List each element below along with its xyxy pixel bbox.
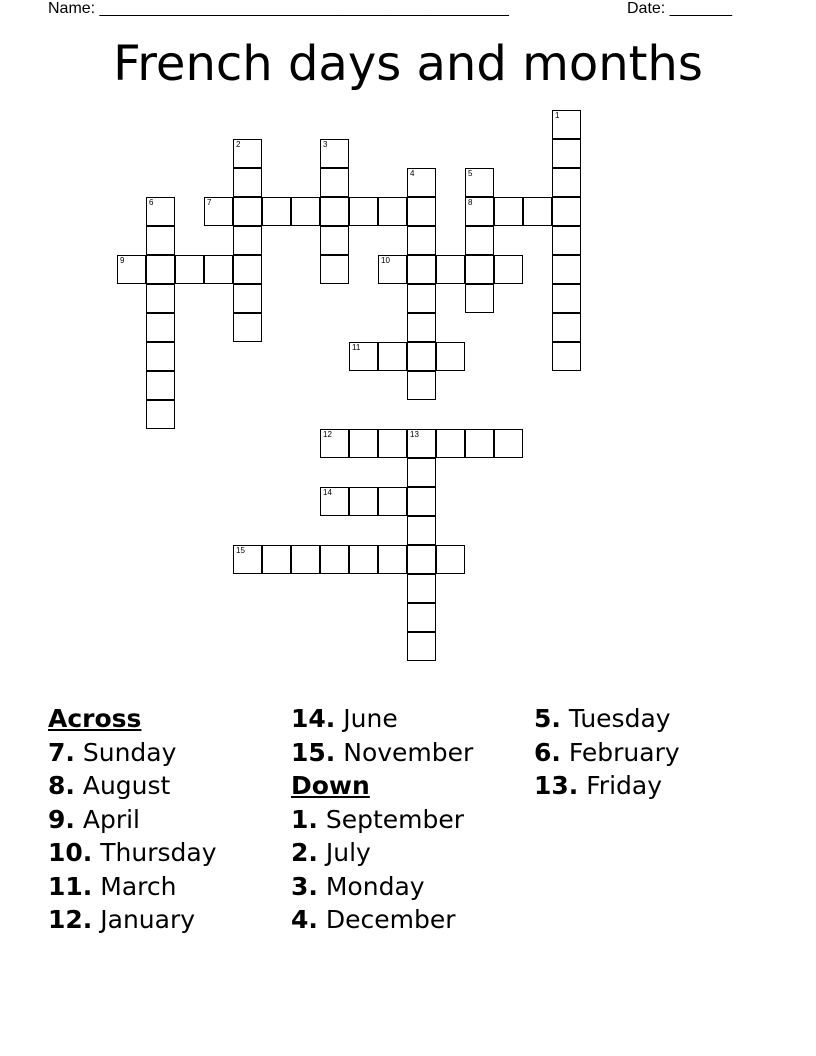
grid-cell[interactable] bbox=[117, 255, 146, 284]
clue-number: 2. bbox=[291, 838, 318, 867]
grid-cell[interactable] bbox=[233, 313, 262, 342]
cell-number: 15 bbox=[236, 546, 245, 555]
cell-number: 13 bbox=[410, 430, 419, 439]
cell-number: 11 bbox=[352, 343, 361, 352]
clue-across bbox=[48, 836, 217, 870]
clue-text: June bbox=[343, 704, 398, 733]
grid-cell[interactable] bbox=[146, 197, 175, 226]
grid-cell[interactable] bbox=[552, 139, 581, 168]
clue-number: 6. bbox=[534, 737, 561, 767]
grid-cell[interactable] bbox=[407, 574, 436, 603]
grid-cell[interactable] bbox=[146, 226, 175, 255]
clue-number: 15. bbox=[291, 737, 336, 767]
grid-cell[interactable] bbox=[320, 226, 349, 255]
grid-cell[interactable] bbox=[146, 313, 175, 342]
grid-cell[interactable] bbox=[465, 284, 494, 313]
cell-number: 7 bbox=[207, 198, 212, 207]
grid-cell[interactable] bbox=[407, 516, 436, 545]
clue-across bbox=[291, 736, 473, 770]
clue-text: November bbox=[343, 737, 474, 767]
clue-number: 12. bbox=[48, 905, 93, 934]
grid-cell[interactable] bbox=[465, 226, 494, 255]
grid-cell[interactable] bbox=[465, 429, 494, 458]
clue-text: August bbox=[82, 771, 171, 800]
grid-cell[interactable] bbox=[320, 139, 349, 168]
across-heading: Across bbox=[48, 704, 142, 733]
grid-cell[interactable] bbox=[407, 313, 436, 342]
grid-cell[interactable] bbox=[552, 168, 581, 197]
grid-cell[interactable] bbox=[233, 226, 262, 255]
name-field: Name: ______________________________________________ bbox=[48, 0, 509, 17]
cell-number: 5 bbox=[468, 169, 473, 178]
grid-cell[interactable] bbox=[204, 197, 233, 226]
clue-number: 7. bbox=[48, 737, 75, 767]
grid-cell[interactable] bbox=[407, 284, 436, 313]
grid-cell[interactable] bbox=[378, 545, 407, 574]
grid-cell[interactable] bbox=[320, 429, 349, 458]
clue-across bbox=[291, 702, 473, 736]
grid-cell[interactable] bbox=[349, 342, 378, 371]
clue-number: 11. bbox=[48, 871, 93, 901]
grid-cell[interactable] bbox=[262, 545, 291, 574]
clue-number: 8. bbox=[48, 771, 75, 800]
page-title: French days and months bbox=[113, 36, 703, 92]
grid-cell[interactable] bbox=[407, 632, 436, 661]
grid-cell[interactable] bbox=[552, 110, 581, 139]
clue-down bbox=[291, 870, 473, 904]
grid-cell[interactable] bbox=[262, 197, 291, 226]
cell-number: 6 bbox=[149, 198, 154, 207]
grid-cell[interactable] bbox=[436, 429, 465, 458]
clue-text: Tuesday bbox=[568, 704, 671, 733]
grid-cell[interactable] bbox=[407, 226, 436, 255]
grid-cell[interactable] bbox=[320, 168, 349, 197]
clue-text: September bbox=[325, 804, 465, 834]
clue-number: 14. bbox=[291, 704, 336, 733]
clue-number: 1. bbox=[291, 804, 318, 834]
cell-number: 14 bbox=[323, 488, 332, 497]
grid-cell[interactable] bbox=[407, 342, 436, 371]
grid-cell[interactable] bbox=[146, 255, 175, 284]
grid-cell[interactable] bbox=[494, 255, 523, 284]
grid-cell[interactable] bbox=[407, 371, 436, 400]
grid-cell[interactable] bbox=[465, 255, 494, 284]
grid-cell[interactable] bbox=[436, 255, 465, 284]
clue-text: Thursday bbox=[100, 838, 217, 867]
grid-cell[interactable] bbox=[494, 197, 523, 226]
cell-number: 9 bbox=[120, 256, 125, 265]
grid-cell[interactable] bbox=[320, 487, 349, 516]
cell-number: 3 bbox=[323, 140, 328, 149]
grid-cell[interactable] bbox=[233, 255, 262, 284]
clue-down bbox=[534, 702, 680, 736]
date-field: Date: _______ bbox=[627, 0, 732, 17]
cell-number: 8 bbox=[468, 198, 473, 207]
clue-number: 10. bbox=[48, 838, 93, 867]
clue-number: 4. bbox=[291, 905, 318, 934]
grid-cell[interactable] bbox=[349, 545, 378, 574]
grid-cell[interactable] bbox=[291, 545, 320, 574]
grid-cell[interactable] bbox=[320, 545, 349, 574]
grid-cell[interactable] bbox=[407, 545, 436, 574]
grid-cell[interactable] bbox=[552, 226, 581, 255]
grid-cell[interactable] bbox=[146, 284, 175, 313]
grid-cell[interactable] bbox=[146, 342, 175, 371]
grid-cell[interactable] bbox=[204, 255, 233, 284]
clue-text: March bbox=[100, 871, 177, 901]
clue-number: 13. bbox=[534, 771, 579, 800]
grid-cell[interactable] bbox=[233, 139, 262, 168]
grid-cell[interactable] bbox=[407, 197, 436, 226]
grid-cell[interactable] bbox=[349, 487, 378, 516]
clue-text: July bbox=[325, 838, 371, 867]
clue-text: January bbox=[100, 905, 196, 934]
clue-number: 3. bbox=[291, 871, 318, 901]
grid-cell[interactable] bbox=[523, 197, 552, 226]
grid-cell[interactable] bbox=[146, 371, 175, 400]
grid-cell[interactable] bbox=[349, 429, 378, 458]
cell-number: 4 bbox=[410, 169, 415, 178]
grid-cell[interactable] bbox=[552, 313, 581, 342]
clue-down bbox=[534, 769, 680, 803]
grid-cell[interactable] bbox=[494, 429, 523, 458]
grid-cell[interactable] bbox=[552, 342, 581, 371]
grid-cell[interactable] bbox=[378, 342, 407, 371]
grid-cell[interactable] bbox=[233, 197, 262, 226]
grid-cell[interactable] bbox=[378, 429, 407, 458]
grid-cell[interactable] bbox=[233, 545, 262, 574]
clue-column-1 bbox=[48, 702, 217, 937]
clue-text: December bbox=[325, 905, 456, 934]
clue-across bbox=[48, 803, 217, 837]
clue-down bbox=[291, 836, 473, 870]
clue-number: 9. bbox=[48, 804, 75, 834]
grid-cell[interactable] bbox=[233, 284, 262, 313]
clue-text: Monday bbox=[325, 871, 425, 901]
grid-cell[interactable] bbox=[407, 603, 436, 632]
grid-cell[interactable] bbox=[320, 255, 349, 284]
grid-cell[interactable] bbox=[291, 197, 320, 226]
clue-column-2 bbox=[291, 702, 473, 937]
grid-cell[interactable] bbox=[407, 487, 436, 516]
grid-cell[interactable] bbox=[552, 255, 581, 284]
clue-text: February bbox=[568, 737, 680, 767]
grid-cell[interactable] bbox=[378, 255, 407, 284]
grid-cell[interactable] bbox=[378, 487, 407, 516]
cell-number: 2 bbox=[236, 140, 241, 149]
grid-cell[interactable] bbox=[436, 545, 465, 574]
grid-cell[interactable] bbox=[552, 284, 581, 313]
clue-across bbox=[48, 903, 217, 937]
clue-text: Friday bbox=[586, 771, 663, 800]
clue-across bbox=[48, 870, 217, 904]
clue-down bbox=[291, 903, 473, 937]
grid-cell[interactable] bbox=[407, 168, 436, 197]
cell-number: 10 bbox=[381, 256, 390, 265]
grid-cell[interactable] bbox=[552, 197, 581, 226]
down-heading: Down bbox=[291, 771, 370, 800]
clue-number: 5. bbox=[534, 704, 561, 733]
grid-cell[interactable] bbox=[465, 168, 494, 197]
clue-across bbox=[48, 736, 217, 770]
clue-down bbox=[534, 736, 680, 770]
grid-cell[interactable] bbox=[407, 458, 436, 487]
grid-cell[interactable] bbox=[436, 342, 465, 371]
clue-across bbox=[48, 769, 217, 803]
grid-cell[interactable] bbox=[378, 197, 407, 226]
clue-text: Sunday bbox=[82, 737, 177, 767]
grid-cell[interactable] bbox=[146, 400, 175, 429]
grid-cell[interactable] bbox=[320, 197, 349, 226]
clue-column-3 bbox=[534, 702, 680, 803]
grid-cell[interactable] bbox=[407, 429, 436, 458]
grid-cell[interactable] bbox=[175, 255, 204, 284]
cell-number: 1 bbox=[555, 111, 560, 120]
grid-cell[interactable] bbox=[233, 168, 262, 197]
clue-down bbox=[291, 803, 473, 837]
cell-number: 12 bbox=[323, 430, 332, 439]
grid-cell[interactable] bbox=[349, 197, 378, 226]
grid-cell[interactable] bbox=[465, 197, 494, 226]
grid-cell[interactable] bbox=[407, 255, 436, 284]
clue-text: April bbox=[82, 804, 141, 834]
